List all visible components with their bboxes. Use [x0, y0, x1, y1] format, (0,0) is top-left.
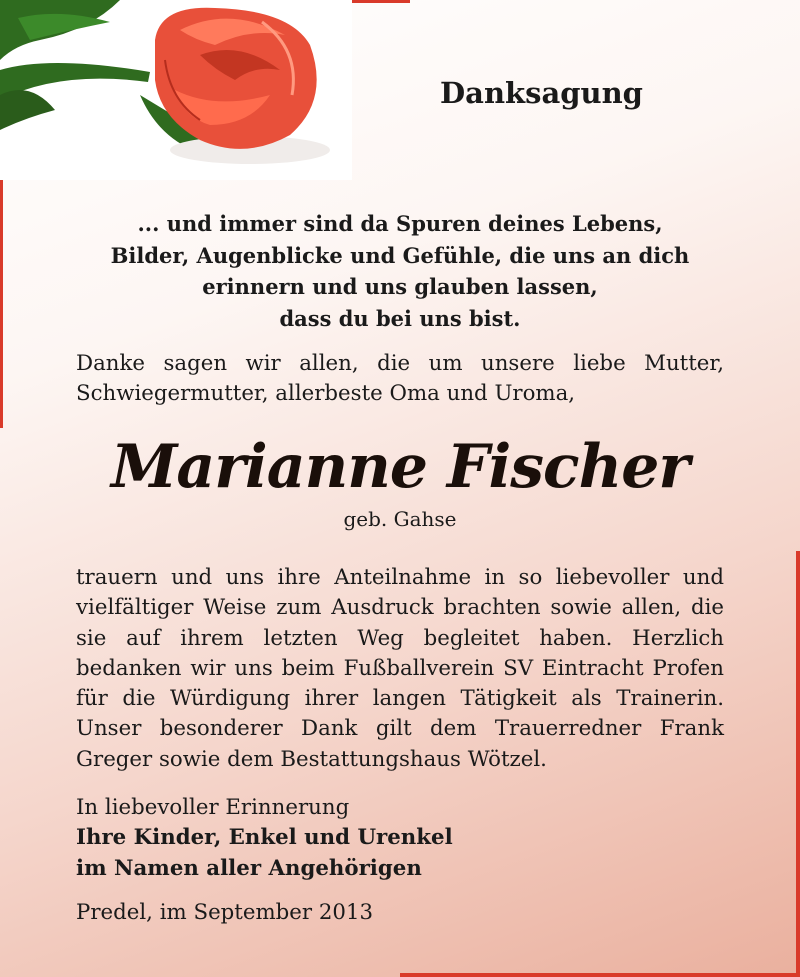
intro-paragraph: Danke sagen wir allen, die um unsere liebe Mutter, Schwiegermutter, allerbeste Oma und Uroma,: [76, 351, 724, 407]
frame-right: [796, 551, 800, 977]
page-title: Danksagung: [440, 76, 643, 110]
frame-bottom-right: [400, 973, 800, 977]
signoff: [76, 793, 453, 884]
birth-name: geb. Gahse: [343, 507, 457, 531]
verse-line: dass du bei uns bist.: [279, 305, 521, 331]
signoff-family: Ihre Kinder, Enkel und Urenkel: [76, 825, 453, 851]
verse-line: Bilder, Augenblicke und Gefühle, die uns an dich: [110, 242, 690, 268]
red-rose-icon: [0, 0, 352, 180]
verse-line: ... und immer sind da Spuren deines Lebens,: [137, 211, 663, 236]
rose-image: [0, 0, 352, 180]
place-date: Predel, im September 2013: [76, 900, 374, 925]
signoff-relatives: im Namen aller Angehörigen: [76, 855, 422, 881]
thanks-paragraph: trauern und uns ihre Anteilnahme in so liebevoller und vielfältiger Weise zum Ausdruck brachten sowie allen, die sie auf ihrem letzten Weg begleitet haben. Herzlich bedanken wir uns beim Fußballverein SV Eintracht Profen für die Würdigung ihrer langen Tätigkeit als Trainerin. Unser besonderer Dank gilt dem Trauerredner Frank Greger sowie dem Bestattungshaus Wötzel.: [76, 565, 724, 772]
verse-line: erinnern und uns glauben lassen,: [202, 274, 598, 299]
signoff-line: In liebevoller Erinnerung: [76, 795, 350, 820]
memorial-verse: [0, 208, 800, 334]
deceased-name: Marianne Fischer: [111, 432, 689, 502]
